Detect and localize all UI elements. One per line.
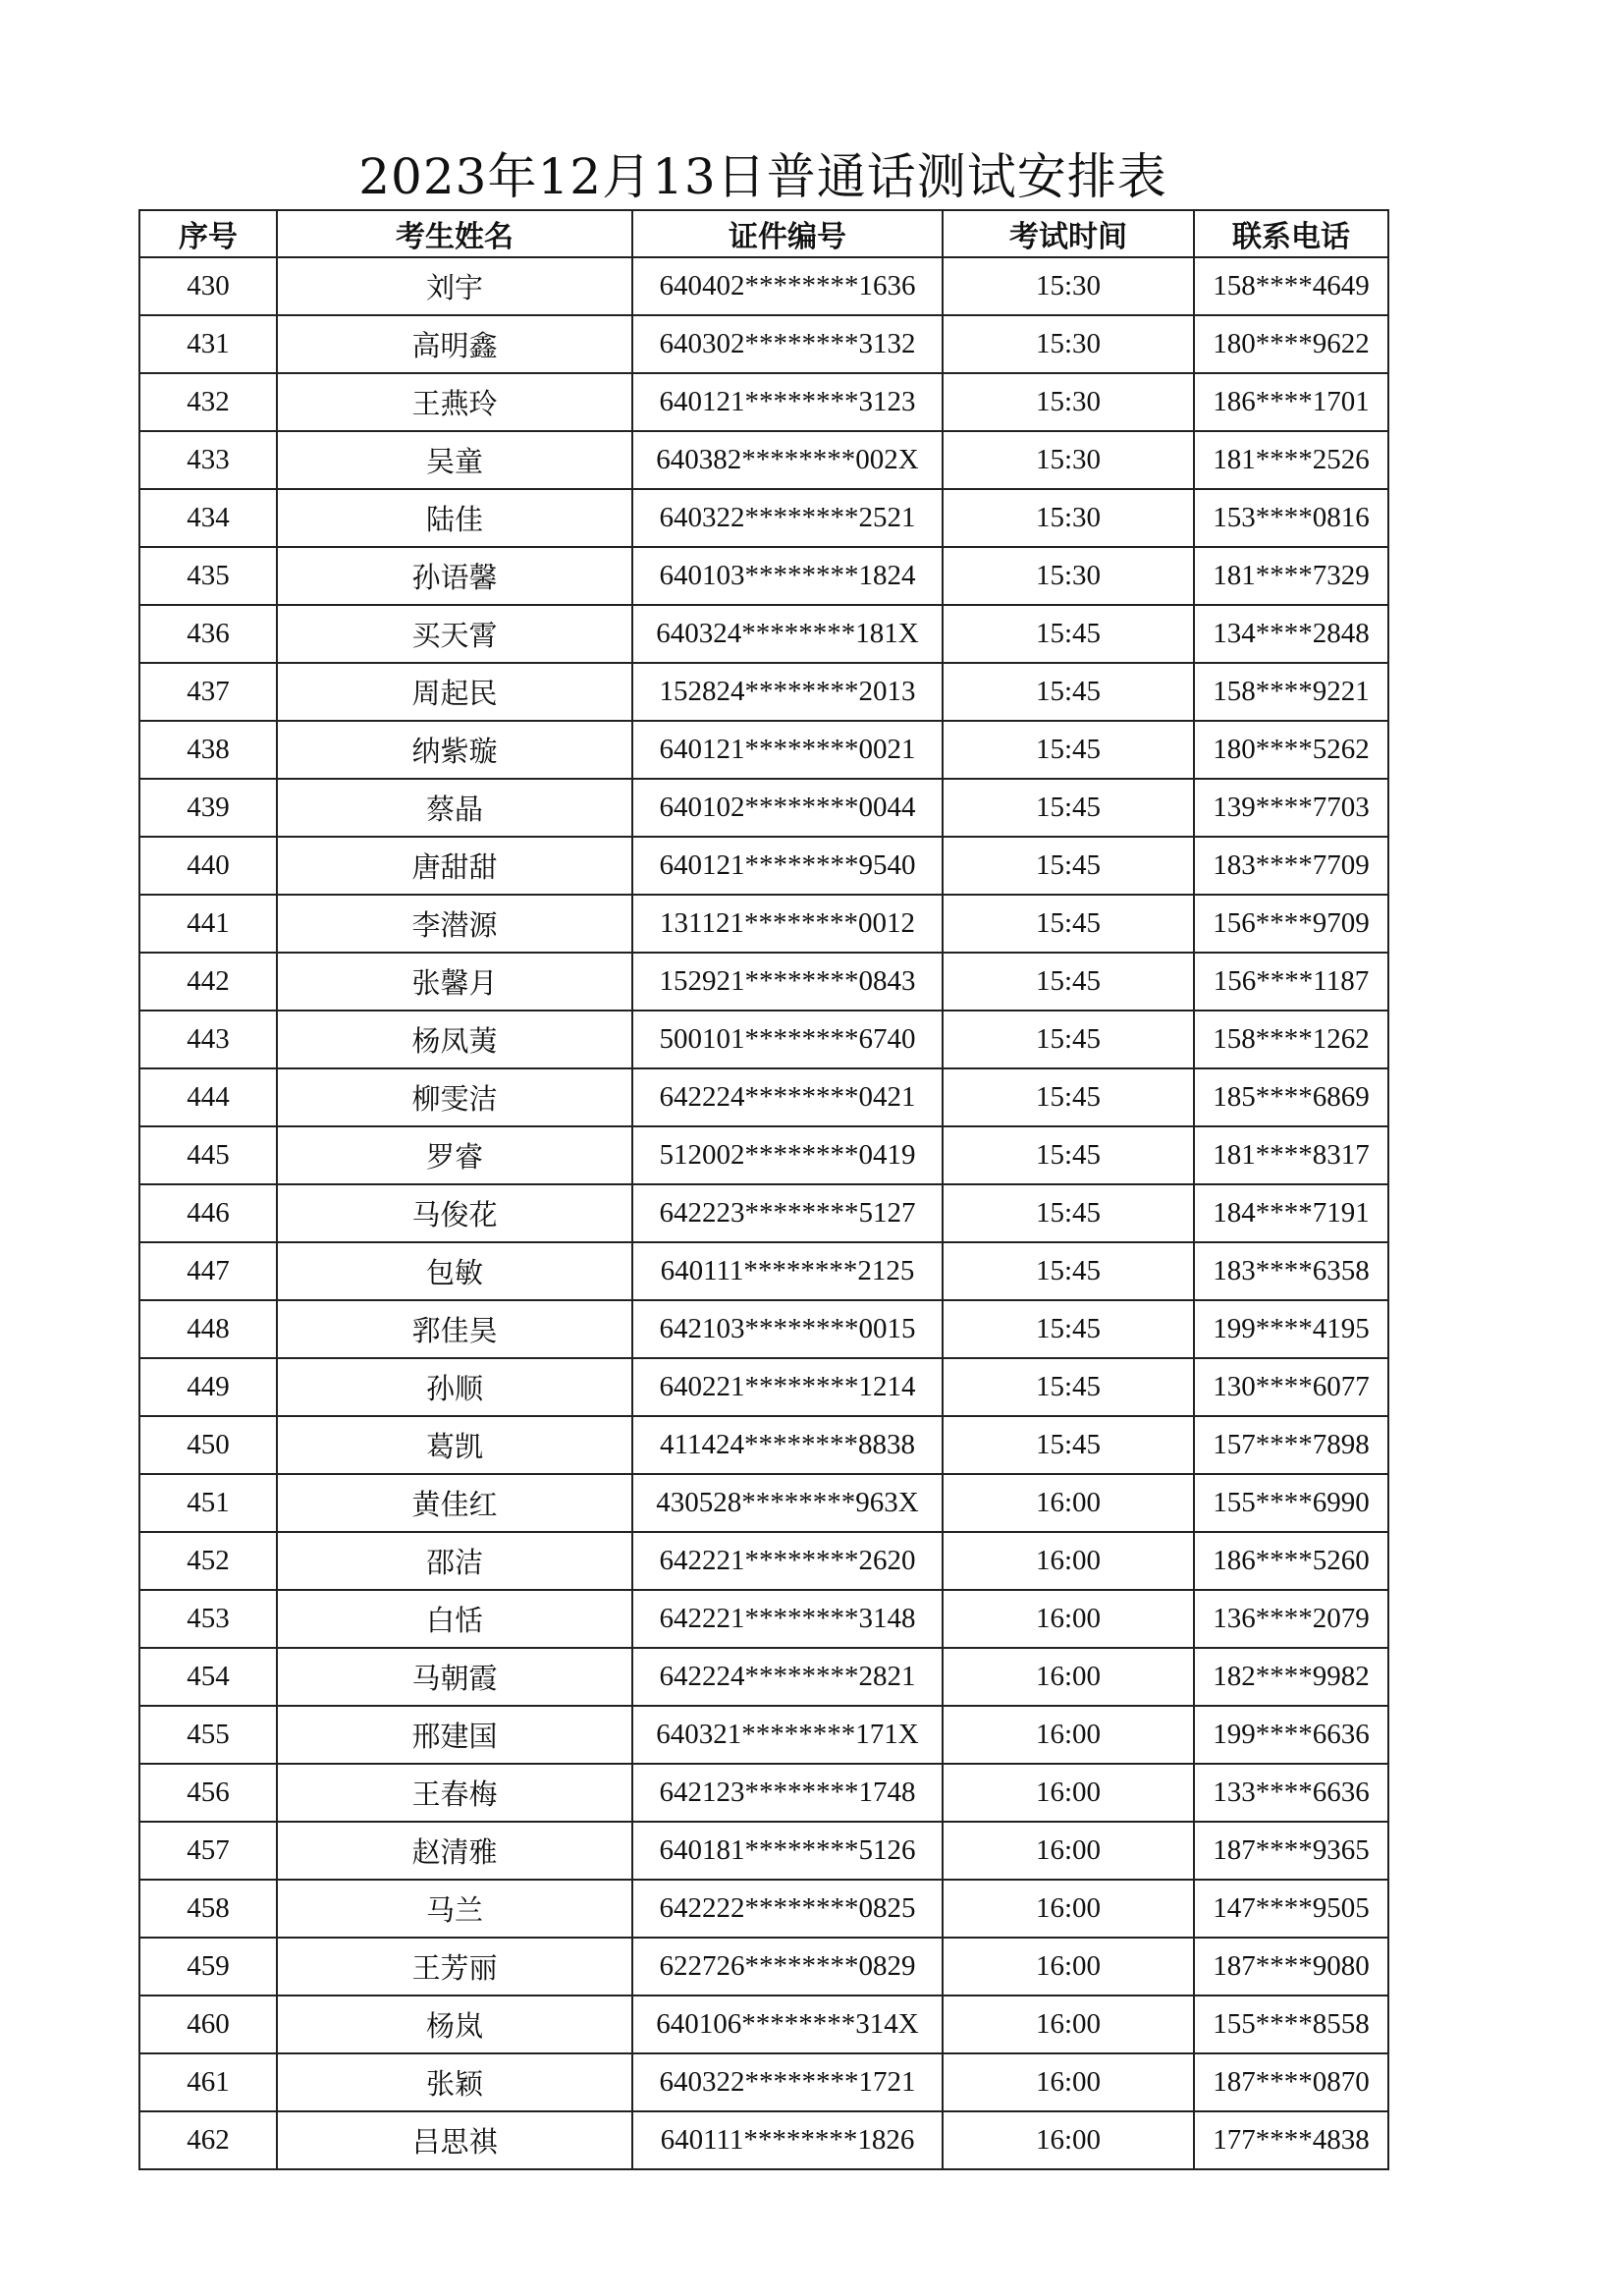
cell-phone: 177****4838 [1194, 2111, 1388, 2169]
cell-index: 444 [139, 1068, 277, 1126]
cell-exam-time: 15:30 [943, 257, 1194, 315]
table-row [139, 779, 1388, 837]
table-row [139, 837, 1388, 895]
cell-id-number: 642222********0825 [632, 1880, 943, 1938]
table-row [139, 2111, 1388, 2169]
cell-index: 437 [139, 663, 277, 721]
cell-name: 葛凯 [277, 1416, 632, 1474]
cell-exam-time: 15:45 [943, 1184, 1194, 1242]
cell-id-number: 640111********2125 [632, 1242, 943, 1300]
table-row [139, 1474, 1388, 1532]
col-header-index: 序号 [139, 210, 277, 257]
table-row [139, 1938, 1388, 1995]
cell-phone: 130****6077 [1194, 1358, 1388, 1416]
cell-index: 431 [139, 315, 277, 373]
table-row [139, 431, 1388, 489]
col-header-id-number: 证件编号 [632, 210, 943, 257]
table-row [139, 373, 1388, 431]
cell-name: 高明鑫 [277, 315, 632, 373]
cell-exam-time: 16:00 [943, 2111, 1194, 2169]
cell-id-number: 640111********1826 [632, 2111, 943, 2169]
cell-phone: 156****9709 [1194, 895, 1388, 953]
cell-phone: 183****7709 [1194, 837, 1388, 895]
cell-id-number: 512002********0419 [632, 1126, 943, 1184]
cell-index: 433 [139, 431, 277, 489]
cell-index: 443 [139, 1011, 277, 1068]
cell-phone: 187****9080 [1194, 1938, 1388, 1995]
cell-index: 455 [139, 1706, 277, 1764]
cell-exam-time: 15:30 [943, 431, 1194, 489]
cell-name: 刘宇 [277, 257, 632, 315]
cell-index: 446 [139, 1184, 277, 1242]
cell-name: 陆佳 [277, 489, 632, 547]
cell-phone: 153****0816 [1194, 489, 1388, 547]
cell-index: 438 [139, 721, 277, 779]
cell-index: 461 [139, 2053, 277, 2111]
cell-phone: 134****2848 [1194, 605, 1388, 663]
schedule-table [138, 209, 1389, 2170]
cell-name: 唐甜甜 [277, 837, 632, 895]
cell-index: 458 [139, 1880, 277, 1938]
table-row [139, 1358, 1388, 1416]
cell-exam-time: 16:00 [943, 1880, 1194, 1938]
cell-phone: 157****7898 [1194, 1416, 1388, 1474]
cell-phone: 156****1187 [1194, 953, 1388, 1011]
cell-name: 马俊花 [277, 1184, 632, 1242]
cell-exam-time: 16:00 [943, 1822, 1194, 1880]
table-row [139, 895, 1388, 953]
cell-exam-time: 15:45 [943, 605, 1194, 663]
cell-exam-time: 15:45 [943, 1011, 1194, 1068]
cell-index: 436 [139, 605, 277, 663]
cell-name: 蔡晶 [277, 779, 632, 837]
cell-phone: 158****9221 [1194, 663, 1388, 721]
cell-id-number: 622726********0829 [632, 1938, 943, 1995]
cell-id-number: 642103********0015 [632, 1300, 943, 1358]
table-row [139, 1011, 1388, 1068]
table-row [139, 605, 1388, 663]
cell-id-number: 131121********0012 [632, 895, 943, 953]
cell-phone: 181****7329 [1194, 547, 1388, 605]
cell-index: 448 [139, 1300, 277, 1358]
cell-index: 450 [139, 1416, 277, 1474]
cell-id-number: 640121********9540 [632, 837, 943, 895]
cell-phone: 158****1262 [1194, 1011, 1388, 1068]
cell-index: 440 [139, 837, 277, 895]
cell-phone: 185****6869 [1194, 1068, 1388, 1126]
table-row [139, 547, 1388, 605]
cell-name: 吴童 [277, 431, 632, 489]
cell-index: 447 [139, 1242, 277, 1300]
table-row [139, 2053, 1388, 2111]
cell-name: 邢建国 [277, 1706, 632, 1764]
cell-id-number: 640106********314X [632, 1995, 943, 2053]
cell-name: 马朝霞 [277, 1648, 632, 1706]
cell-exam-time: 15:45 [943, 1416, 1194, 1474]
cell-exam-time: 16:00 [943, 2053, 1194, 2111]
cell-id-number: 642224********0421 [632, 1068, 943, 1126]
cell-name: 杨凤荑 [277, 1011, 632, 1068]
cell-phone: 133****6636 [1194, 1764, 1388, 1822]
header-row [139, 210, 1388, 257]
cell-exam-time: 15:45 [943, 837, 1194, 895]
table-row [139, 721, 1388, 779]
cell-name: 罗睿 [277, 1126, 632, 1184]
cell-phone: 147****9505 [1194, 1880, 1388, 1938]
col-header-phone: 联系电话 [1194, 210, 1388, 257]
cell-phone: 139****7703 [1194, 779, 1388, 837]
cell-name: 买天霄 [277, 605, 632, 663]
cell-name: 王燕玲 [277, 373, 632, 431]
cell-exam-time: 16:00 [943, 1938, 1194, 1995]
cell-index: 434 [139, 489, 277, 547]
cell-exam-time: 16:00 [943, 1474, 1194, 1532]
table-row [139, 1822, 1388, 1880]
cell-id-number: 640221********1214 [632, 1358, 943, 1416]
cell-phone: 186****1701 [1194, 373, 1388, 431]
cell-phone: 158****4649 [1194, 257, 1388, 315]
table-row [139, 1300, 1388, 1358]
cell-id-number: 642123********1748 [632, 1764, 943, 1822]
table-row [139, 1648, 1388, 1706]
page-title: 2023年12月13日普通话测试安排表 [358, 148, 1167, 205]
cell-exam-time: 16:00 [943, 1590, 1194, 1648]
cell-index: 452 [139, 1532, 277, 1590]
cell-name: 包敏 [277, 1242, 632, 1300]
cell-phone: 199****6636 [1194, 1706, 1388, 1764]
cell-name: 周起民 [277, 663, 632, 721]
cell-exam-time: 16:00 [943, 1995, 1194, 2053]
cell-name: 孙语馨 [277, 547, 632, 605]
cell-name: 杨岚 [277, 1995, 632, 2053]
cell-exam-time: 15:30 [943, 373, 1194, 431]
cell-name: 张馨月 [277, 953, 632, 1011]
cell-exam-time: 15:45 [943, 779, 1194, 837]
cell-exam-time: 15:45 [943, 1358, 1194, 1416]
cell-id-number: 640322********2521 [632, 489, 943, 547]
cell-index: 435 [139, 547, 277, 605]
cell-exam-time: 15:45 [943, 1300, 1194, 1358]
cell-id-number: 642223********5127 [632, 1184, 943, 1242]
cell-exam-time: 16:00 [943, 1648, 1194, 1706]
cell-index: 449 [139, 1358, 277, 1416]
cell-name: 王春梅 [277, 1764, 632, 1822]
cell-index: 430 [139, 257, 277, 315]
cell-index: 457 [139, 1822, 277, 1880]
cell-id-number: 640103********1824 [632, 547, 943, 605]
table-row [139, 315, 1388, 373]
table-row [139, 1880, 1388, 1938]
cell-id-number: 642224********2821 [632, 1648, 943, 1706]
table-row [139, 1764, 1388, 1822]
cell-name: 吕思祺 [277, 2111, 632, 2169]
cell-name: 孙顺 [277, 1358, 632, 1416]
cell-phone: 180****5262 [1194, 721, 1388, 779]
cell-id-number: 642221********2620 [632, 1532, 943, 1590]
col-header-exam-time: 考试时间 [943, 210, 1194, 257]
cell-exam-time: 15:45 [943, 895, 1194, 953]
cell-name: 柳雯洁 [277, 1068, 632, 1126]
cell-id-number: 640302********3132 [632, 315, 943, 373]
cell-exam-time: 15:45 [943, 721, 1194, 779]
cell-index: 453 [139, 1590, 277, 1648]
cell-id-number: 152921********0843 [632, 953, 943, 1011]
cell-name: 张颖 [277, 2053, 632, 2111]
cell-id-number: 642221********3148 [632, 1590, 943, 1648]
cell-exam-time: 15:30 [943, 489, 1194, 547]
cell-id-number: 411424********8838 [632, 1416, 943, 1474]
cell-exam-time: 15:45 [943, 953, 1194, 1011]
cell-exam-time: 15:45 [943, 1126, 1194, 1184]
table-row [139, 489, 1388, 547]
cell-index: 456 [139, 1764, 277, 1822]
cell-id-number: 640324********181X [632, 605, 943, 663]
cell-phone: 155****6990 [1194, 1474, 1388, 1532]
table-row [139, 663, 1388, 721]
table-row [139, 1706, 1388, 1764]
table-row [139, 1532, 1388, 1590]
cell-name: 马兰 [277, 1880, 632, 1938]
cell-exam-time: 15:45 [943, 1242, 1194, 1300]
cell-index: 439 [139, 779, 277, 837]
cell-index: 460 [139, 1995, 277, 2053]
cell-id-number: 640121********3123 [632, 373, 943, 431]
cell-id-number: 640102********0044 [632, 779, 943, 837]
cell-index: 459 [139, 1938, 277, 1995]
cell-name: 王芳丽 [277, 1938, 632, 1995]
cell-index: 462 [139, 2111, 277, 2169]
cell-index: 442 [139, 953, 277, 1011]
cell-name: 郛佳昊 [277, 1300, 632, 1358]
table-row [139, 953, 1388, 1011]
cell-phone: 180****9622 [1194, 315, 1388, 373]
cell-exam-time: 16:00 [943, 1532, 1194, 1590]
cell-index: 454 [139, 1648, 277, 1706]
cell-id-number: 640322********1721 [632, 2053, 943, 2111]
cell-id-number: 640382********002X [632, 431, 943, 489]
cell-exam-time: 15:45 [943, 663, 1194, 721]
table-row [139, 1416, 1388, 1474]
cell-name: 黄佳红 [277, 1474, 632, 1532]
cell-exam-time: 15:30 [943, 315, 1194, 373]
table-row [139, 1995, 1388, 2053]
cell-name: 赵清雅 [277, 1822, 632, 1880]
cell-index: 451 [139, 1474, 277, 1532]
cell-id-number: 640121********0021 [632, 721, 943, 779]
cell-phone: 183****6358 [1194, 1242, 1388, 1300]
cell-phone: 186****5260 [1194, 1532, 1388, 1590]
cell-phone: 182****9982 [1194, 1648, 1388, 1706]
cell-id-number: 430528********963X [632, 1474, 943, 1532]
table-row [139, 1590, 1388, 1648]
cell-index: 441 [139, 895, 277, 953]
cell-id-number: 640181********5126 [632, 1822, 943, 1880]
cell-exam-time: 15:45 [943, 1068, 1194, 1126]
table-row [139, 1068, 1388, 1126]
cell-phone: 155****8558 [1194, 1995, 1388, 2053]
table-row [139, 257, 1388, 315]
cell-id-number: 500101********6740 [632, 1011, 943, 1068]
cell-exam-time: 16:00 [943, 1764, 1194, 1822]
cell-phone: 187****0870 [1194, 2053, 1388, 2111]
cell-name: 邵洁 [277, 1532, 632, 1590]
cell-id-number: 640321********171X [632, 1706, 943, 1764]
cell-index: 445 [139, 1126, 277, 1184]
table-row [139, 1126, 1388, 1184]
table-body [139, 257, 1388, 2169]
cell-id-number: 640402********1636 [632, 257, 943, 315]
table-row [139, 1184, 1388, 1242]
cell-phone: 184****7191 [1194, 1184, 1388, 1242]
cell-exam-time: 16:00 [943, 1706, 1194, 1764]
col-header-name: 考生姓名 [277, 210, 632, 257]
cell-phone: 136****2079 [1194, 1590, 1388, 1648]
cell-name: 李潜源 [277, 895, 632, 953]
cell-phone: 187****9365 [1194, 1822, 1388, 1880]
cell-name: 白恬 [277, 1590, 632, 1648]
cell-phone: 181****8317 [1194, 1126, 1388, 1184]
cell-exam-time: 15:30 [943, 547, 1194, 605]
cell-name: 纳紫璇 [277, 721, 632, 779]
cell-phone: 199****4195 [1194, 1300, 1388, 1358]
cell-id-number: 152824********2013 [632, 663, 943, 721]
cell-phone: 181****2526 [1194, 431, 1388, 489]
table-row [139, 1242, 1388, 1300]
cell-index: 432 [139, 373, 277, 431]
